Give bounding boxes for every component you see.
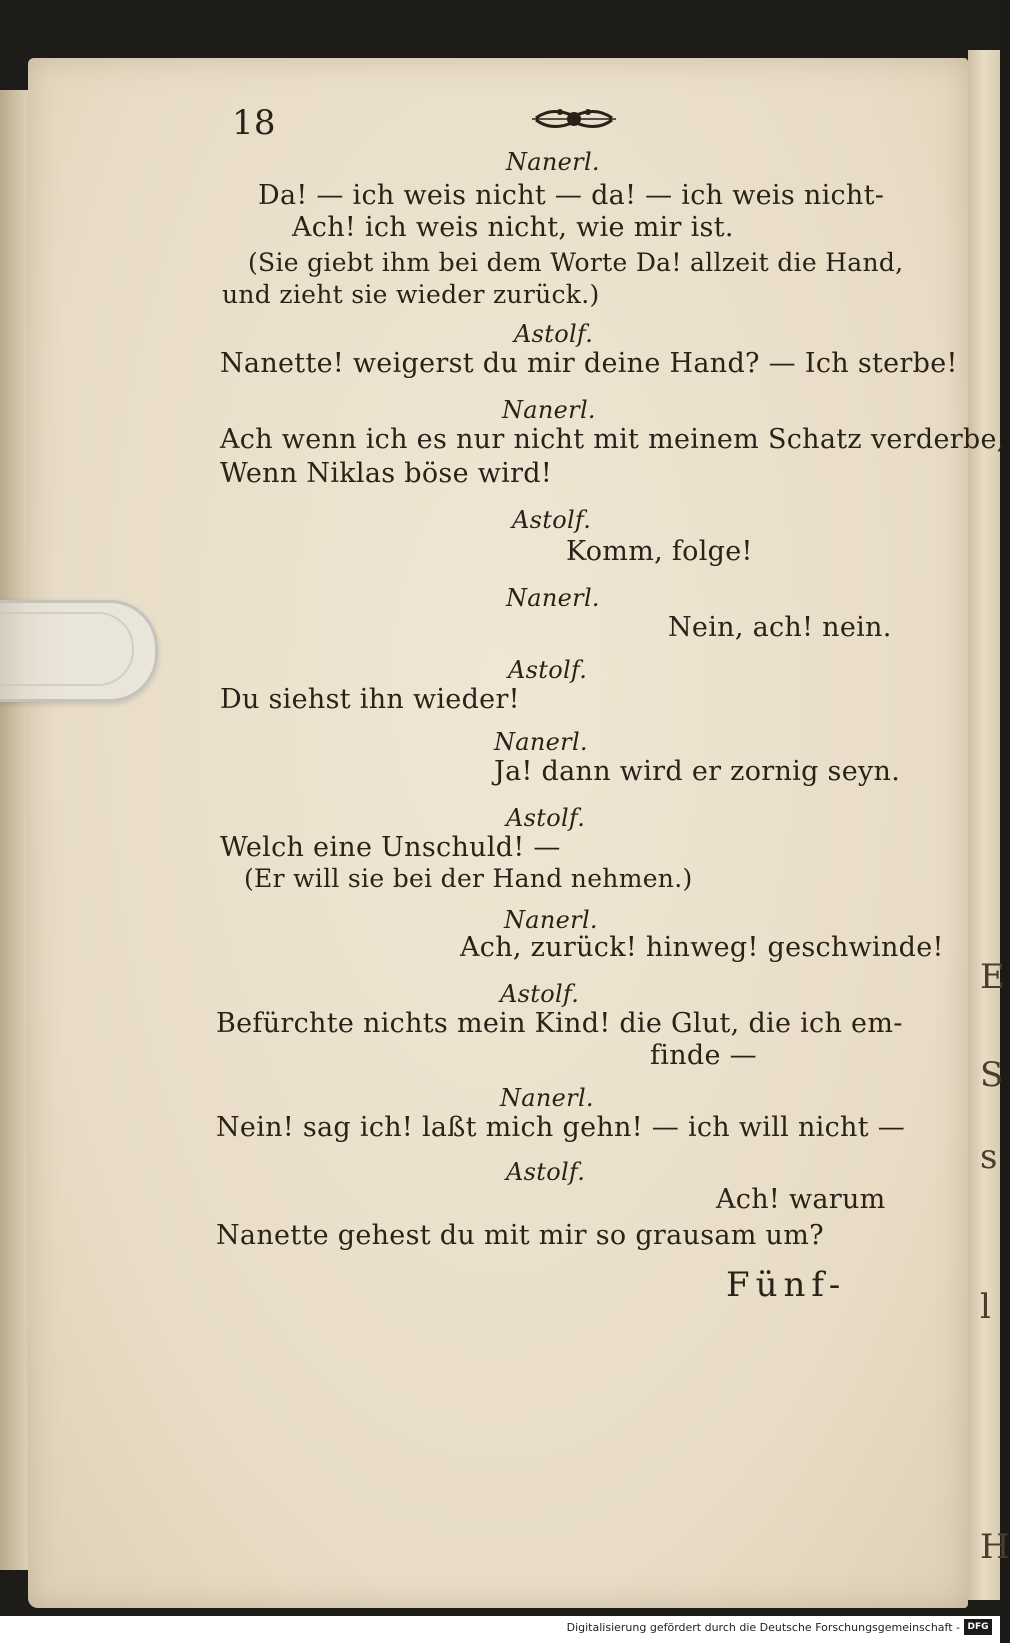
speaker-name: Astolf. xyxy=(508,656,588,684)
speaker-name: Nanerl. xyxy=(494,728,588,756)
neighbour-glyph: H xyxy=(980,1527,1010,1567)
verse-line: Da! — ich weis nicht — da! — ich weis nicht- xyxy=(258,180,885,211)
speaker-name: Nanerl. xyxy=(506,584,600,612)
neighbour-glyph: S xyxy=(980,1055,1004,1095)
verse-line: Nanette gehest du mit mir so grausam um? xyxy=(216,1220,824,1251)
verse-line: Nein, ach! nein. xyxy=(668,612,892,643)
speaker-name: Astolf. xyxy=(512,506,592,534)
verse-line: Welch eine Unschuld! — xyxy=(220,832,561,863)
speaker-name: Nanerl. xyxy=(500,1084,594,1112)
verse-line: Nanette! weigerst du mir deine Hand? — Ich sterbe! xyxy=(220,348,958,379)
page-number: 18 xyxy=(232,103,276,143)
stage-direction: (Er will sie bei der Hand nehmen.) xyxy=(244,864,693,893)
verse-line: Ach! warum xyxy=(716,1184,886,1215)
stage-direction: (Sie giebt ihm bei dem Worte Da! allzeit die Hand, xyxy=(248,248,904,277)
speaker-name: Astolf. xyxy=(506,804,586,832)
paper-clip-inner-loop xyxy=(0,612,134,686)
speaker-name: Astolf. xyxy=(506,1158,586,1186)
stage-direction: und zieht sie wieder zurück.) xyxy=(222,280,600,309)
verse-line: Nein! sag ich! laßt mich gehn! — ich will nicht — xyxy=(216,1112,906,1143)
speaker-name: Nanerl. xyxy=(502,396,596,424)
catchword: Fünf- xyxy=(726,1265,847,1305)
verse-line: Wenn Niklas böse wird! xyxy=(220,458,553,489)
verse-line: Ach! ich weis nicht, wie mir ist. xyxy=(292,212,734,243)
verse-line: Ja! dann wird er zornig seyn. xyxy=(494,756,901,787)
verse-line: Du siehst ihn wieder! xyxy=(220,684,520,715)
verse-line: Ach wenn ich es nur nicht mit meinem Schatz verderbe, xyxy=(220,424,1006,455)
speaker-name: Astolf. xyxy=(514,320,594,348)
ornament-icon xyxy=(532,98,616,138)
verse-line: Komm, folge! xyxy=(566,536,753,567)
footer-credit: Digitalisierung gefördert durch die Deutsche Forschungsgemeinschaft - xyxy=(566,1621,960,1634)
neighbour-glyph: l xyxy=(980,1287,991,1327)
speaker-name: Nanerl. xyxy=(506,148,600,176)
neighbour-glyph: E xyxy=(980,957,1005,997)
verse-line: Ach, zurück! hinweg! geschwinde! xyxy=(460,932,944,963)
dfg-logo-icon: DFG xyxy=(964,1619,992,1635)
verse-line: finde — xyxy=(650,1040,757,1071)
verse-line: Befürchte nichts mein Kind! die Glut, die ich em- xyxy=(216,1008,903,1039)
speaker-name: Astolf. xyxy=(500,980,580,1008)
speaker-name: Nanerl. xyxy=(504,906,598,934)
neighbour-glyph: s xyxy=(980,1137,998,1177)
neighbour-page-edge xyxy=(968,50,1010,1600)
